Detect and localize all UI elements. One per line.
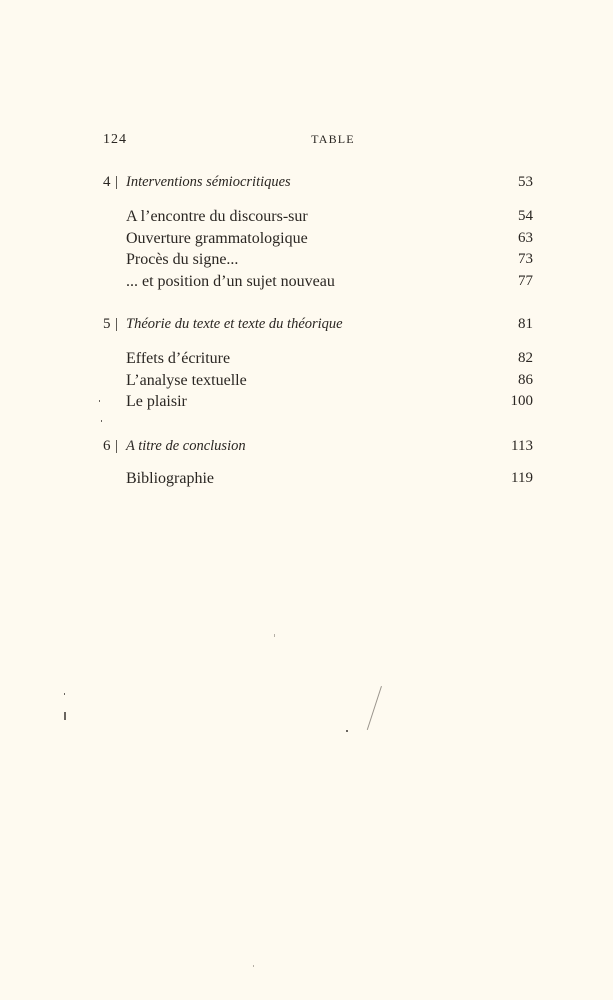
scan-speck [274,634,275,637]
chapter-page-number: 81 [518,316,533,332]
entry-page-number: 77 [518,272,533,289]
page-number: 124 [103,132,127,147]
entry-title: L’analyse textuelle [126,371,247,389]
chapter-heading-row [103,174,533,196]
entry-title: A l’encontre du discours-sur [126,208,308,225]
toc-chapter-6 [103,438,533,492]
entry-page-number: 73 [518,251,533,267]
running-title: TABLE [311,132,355,146]
entry-page-number: 82 [518,350,533,366]
toc-chapter-5 [103,316,533,415]
chapter-heading-row [103,438,533,460]
entry-page-number: 63 [518,229,533,246]
chapter-separator: | [115,174,119,190]
toc-entry [103,273,533,295]
chapter-title: A titre de conclusion [126,438,246,454]
scan-speck [64,693,65,695]
toc-entry [103,393,533,415]
scan-speck [101,420,102,422]
scan-speck [64,712,66,720]
entry-title: Procès du signe... [126,251,239,268]
toc-entry [103,208,533,230]
entry-title: Le plaisir [126,393,187,410]
chapter-entries [103,208,533,294]
toc-entry [103,372,533,394]
toc-entry [103,251,533,273]
chapter-entries [103,350,533,415]
chapter-entries [103,470,533,492]
entry-page-number: 119 [511,470,533,486]
scan-speck [99,400,100,402]
entry-page-number: 86 [518,371,533,388]
chapter-number: 6 [103,438,111,454]
chapter-page-number: 53 [518,174,533,190]
chapter-separator: | [115,316,119,332]
chapter-number: 5 [103,316,111,332]
entry-title: Bibliographie [126,470,214,487]
entry-page-number: 100 [510,393,533,409]
running-head [103,132,533,152]
chapter-page-number: 113 [511,438,533,454]
chapter-separator: | [115,438,119,454]
chapter-title: Théorie du texte et texte du théorique [126,316,343,332]
chapter-number: 4 [103,174,111,190]
scan-speck [346,730,348,732]
scan-speck [253,965,254,967]
entry-title: Effets d’écriture [126,350,231,367]
entry-page-number: 54 [518,208,533,224]
toc-entry [103,230,533,252]
chapter-title: Interventions sémiocritiques [126,174,291,190]
entry-title: ... et position d’un sujet nouveau [126,272,335,290]
toc-entry [103,470,533,492]
chapter-heading-row [103,316,533,338]
toc-chapter-4 [103,174,533,294]
scan-speck [367,686,382,730]
entry-title: Ouverture grammatologique [126,229,308,247]
toc-entry [103,350,533,372]
